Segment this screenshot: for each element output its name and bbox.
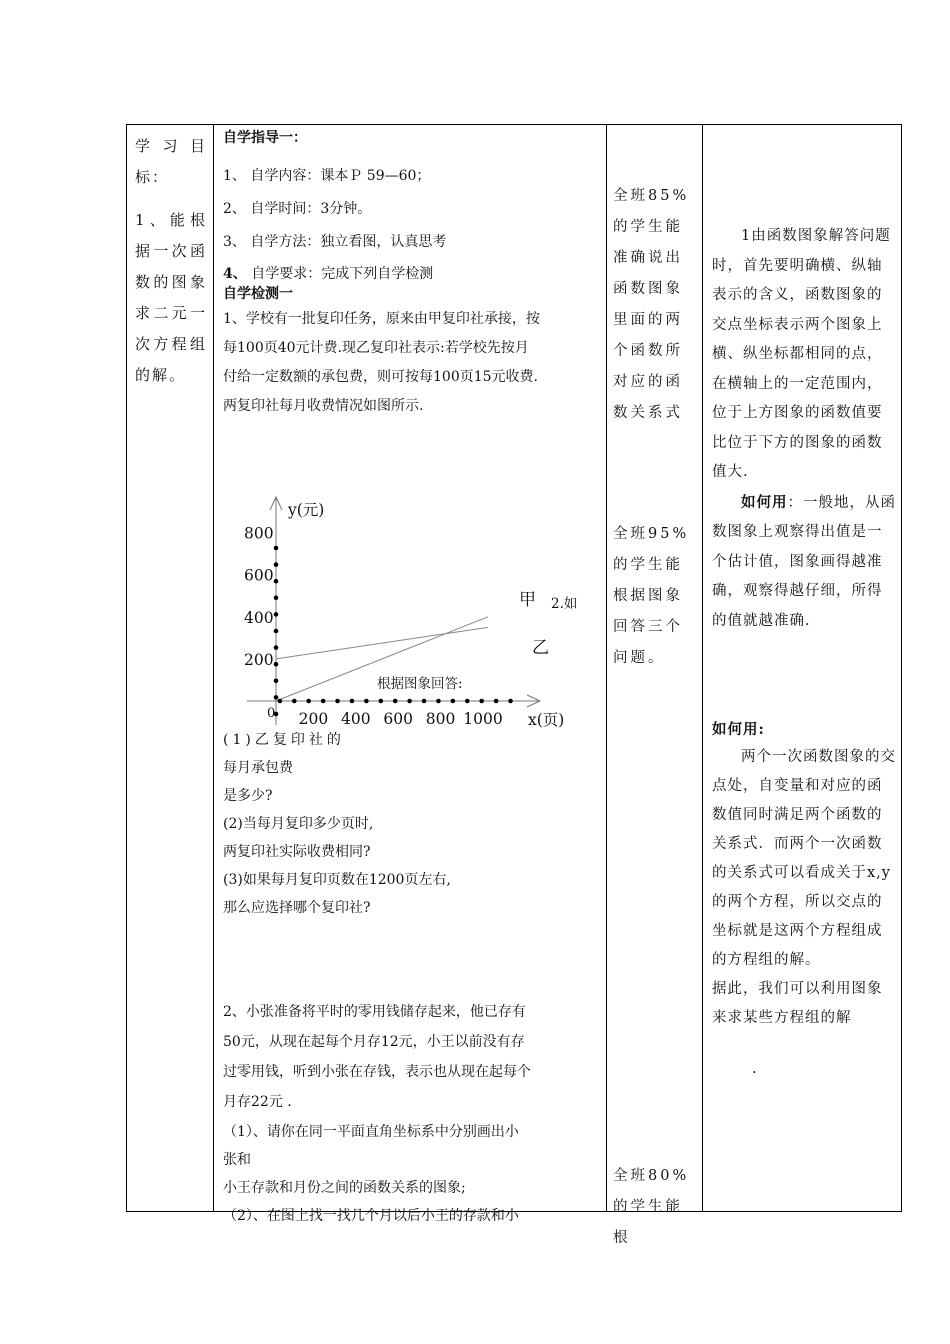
column-divider bbox=[702, 125, 703, 1211]
guide-heading: 自学指导一： bbox=[223, 130, 307, 146]
axis-dot bbox=[274, 612, 279, 617]
series-line bbox=[276, 627, 488, 659]
q2-line: 50元，从现在起每个月存12元，小王以前没有存 bbox=[223, 1034, 525, 1050]
axis-dot bbox=[350, 699, 355, 704]
guide-item: 4、 自学要求：完成下列自学检测 bbox=[223, 266, 434, 282]
axis-dot bbox=[306, 699, 311, 704]
notes-cell bbox=[712, 222, 896, 636]
x-tick-label: 400 bbox=[341, 710, 371, 728]
column-divider bbox=[213, 125, 214, 1211]
check-heading: 自学检测一 bbox=[223, 286, 293, 302]
series-label: 甲 bbox=[519, 590, 536, 610]
axis-dot bbox=[274, 679, 279, 684]
axis-dot bbox=[407, 699, 412, 704]
evaluation-cell-bottom bbox=[613, 1161, 695, 1254]
sub-question-line: (2)当每月复印多少页时, bbox=[223, 816, 374, 832]
guide-item: 2、 自学时间：3分钟。 bbox=[223, 201, 372, 217]
q2-line: 过零用钱，听到小张在存钱，表示也从现在起每个 bbox=[223, 1064, 531, 1080]
sub-question-line: (3)如果每月复印页数在1200页左右, bbox=[223, 872, 451, 888]
axis-dot bbox=[274, 546, 279, 551]
x-tick-label: 1000 bbox=[463, 710, 503, 728]
q1-line: 两复印社每月收费情况如图所示. bbox=[223, 398, 424, 414]
axis-dot bbox=[378, 699, 383, 704]
notes-cell-2 bbox=[712, 717, 896, 1084]
axis-dot bbox=[479, 699, 484, 704]
q1-line: 1、学校有一批复印任务，原来由甲复印社承接，按 bbox=[223, 311, 540, 327]
origin-label: 0 bbox=[267, 706, 276, 721]
sub-question-line: (1)乙复印社的 bbox=[223, 732, 345, 748]
q1-line: 付给一定数额的承包费，则可按每100页15元收费. bbox=[223, 369, 538, 385]
sub-question-line: 那么应选择哪个复印社? bbox=[223, 900, 371, 916]
chart-annotation: 2.如 bbox=[551, 596, 578, 612]
axis-dot bbox=[494, 699, 499, 704]
evaluation-cell bbox=[613, 181, 695, 674]
evaluation-text: 全班95%的学生能根据图象回答三个问题。 bbox=[613, 526, 690, 666]
series-label: 乙 bbox=[532, 638, 549, 658]
x-tick-label: 200 bbox=[298, 710, 329, 728]
axis-dot bbox=[278, 699, 283, 704]
chart-annotation: 根据图象回答: bbox=[377, 676, 463, 692]
q1-line: 每100页40元计费.现乙复印社表示:若学校先按月 bbox=[223, 340, 529, 356]
axis-dot bbox=[274, 562, 279, 567]
sub-question-line: 是多少? bbox=[223, 788, 273, 804]
q2-line: （1）、请你在同一平面直角坐标系中分别画出小 bbox=[223, 1124, 519, 1140]
notes-paragraph: 两个一次函数图象的交点处，自变量和对应的函数值同时满足两个函数的关系式．而两个一次函数的关系式可以看成关于x,y的两个方程，所以交点的坐标就是这两个方程组成的方程组的解。 bbox=[712, 749, 896, 968]
axis-dot bbox=[422, 699, 427, 704]
axis-dot bbox=[364, 699, 369, 704]
evaluation-text: 全班85%的学生能准确说出函数图象里面的两个函数所对应的函数关系式 bbox=[613, 188, 690, 421]
x-axis-label: x(页) bbox=[528, 711, 565, 729]
axis-dot bbox=[436, 699, 441, 704]
x-tick-label: 800 bbox=[425, 710, 456, 728]
axis-dot bbox=[274, 629, 279, 634]
y-tick-label: 400 bbox=[244, 608, 274, 627]
q2-line: 张和 bbox=[223, 1152, 251, 1168]
y-axis-label: y(元) bbox=[288, 501, 325, 519]
axis-dot bbox=[274, 695, 279, 700]
guide-item: 1、 自学内容：课本Ｐ 59—60； bbox=[223, 168, 431, 184]
axis-dot bbox=[465, 699, 470, 704]
guide-item: 3、 自学方法：独立看图，认真思考 bbox=[223, 234, 447, 250]
y-tick-label: 200 bbox=[244, 650, 274, 669]
x-tick-label: 600 bbox=[383, 710, 413, 728]
q2-line: 小王存款和月份之间的函数关系的图象; bbox=[223, 1180, 466, 1196]
axis-dot bbox=[335, 699, 340, 704]
q2-line: 月存22元 . bbox=[223, 1094, 292, 1110]
fee-chart bbox=[227, 492, 587, 742]
axis-dot bbox=[508, 699, 513, 704]
sub-question-line: 每月承包费 bbox=[223, 760, 293, 776]
learning-goals-title: 学习目标： bbox=[135, 137, 207, 186]
axis-dot bbox=[274, 579, 279, 584]
y-tick-label: 600 bbox=[244, 566, 274, 585]
sub-question-line: 两复印社实际收费相同? bbox=[223, 844, 371, 860]
evaluation-text: 全班80%的学生能根 bbox=[613, 1168, 690, 1246]
q2-line: （2）、在图上找一找几个月以后小王的存款和小 bbox=[223, 1208, 519, 1224]
learning-goals-text: 1、能根据一次函数的图象求二元一次方程组的解。 bbox=[135, 211, 207, 384]
y-tick-label: 800 bbox=[244, 524, 274, 543]
notes-paragraph: 据此，我们可以利用图象来求某些方程组的解 bbox=[712, 981, 883, 1026]
axis-dot bbox=[451, 699, 456, 704]
notes-paragraph: 1由函数图象解答问题时，首先要明确横、纵轴表示的含义，函数图象的交点坐标表示两个图象上横、纵坐标都相同的点，在横轴上的一定范围内，位于上方图象的函数值要比位于下方的图象的函数值大. bbox=[712, 228, 891, 480]
column-divider bbox=[606, 125, 607, 1211]
notes-paragraph: 如何用：一般地，从函数图象上观察得出值是一个估计值，图象画得越准确，观察得越仔细，所得的值就越准确. bbox=[712, 493, 896, 629]
axis-dot bbox=[274, 645, 279, 650]
axis-dot bbox=[393, 699, 398, 704]
axis-dot bbox=[292, 699, 297, 704]
axis-dot bbox=[274, 662, 279, 667]
notes-dot: . bbox=[752, 1061, 758, 1077]
learning-goals-cell bbox=[135, 131, 207, 391]
notes-heading: 如何用: bbox=[712, 721, 765, 738]
axis-dot bbox=[274, 596, 279, 601]
axis-dot bbox=[321, 699, 326, 704]
q2-line: 2、小张准备将平时的零用钱储存起来，他已存有 bbox=[223, 1004, 526, 1020]
